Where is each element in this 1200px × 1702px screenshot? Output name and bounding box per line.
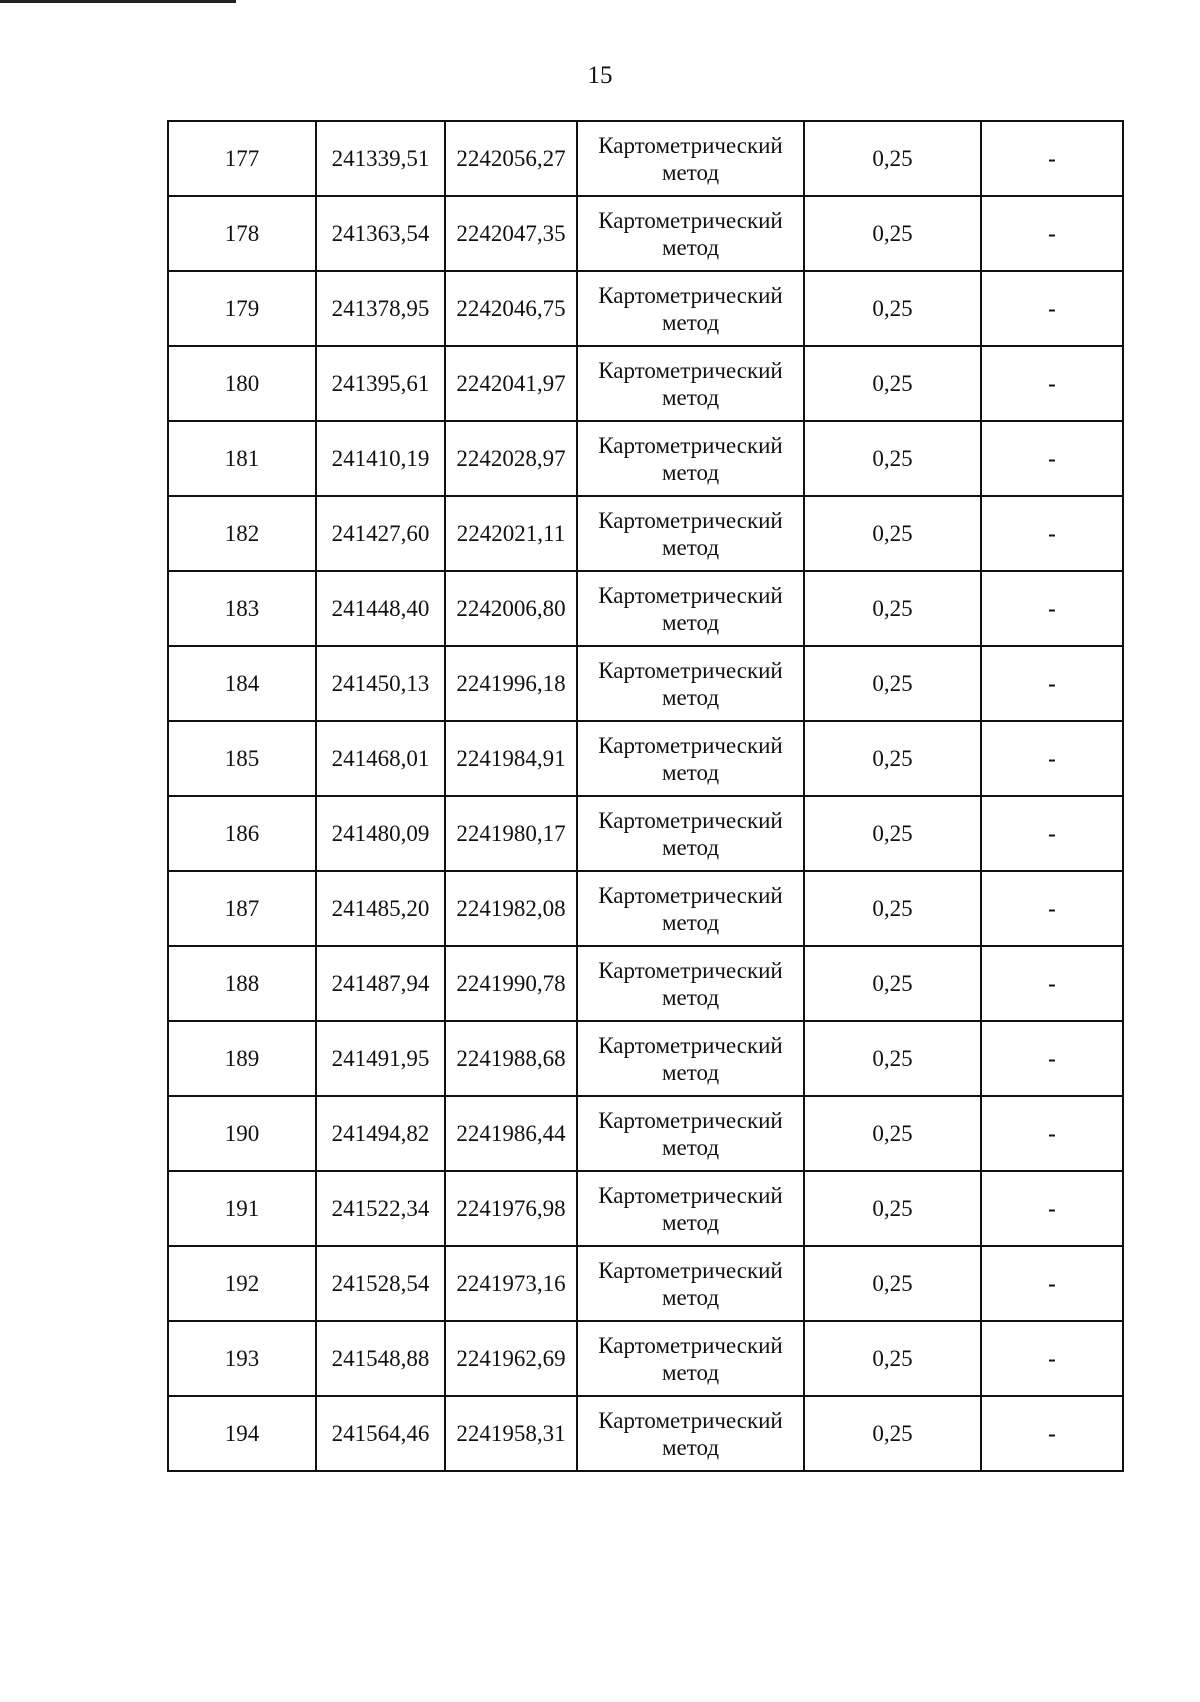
point-number-cell: 180	[168, 346, 316, 421]
method-line-1: Картометрический	[598, 432, 783, 458]
x-coordinate-cell: 241480,09	[316, 796, 445, 871]
method-line-2: метод	[661, 309, 720, 335]
note-cell: -	[981, 1021, 1123, 1096]
y-coordinate-cell: 2242021,11	[445, 496, 577, 571]
x-coordinate-cell: 241395,61	[316, 346, 445, 421]
method-line-2: метод	[661, 1434, 720, 1460]
note-cell: -	[981, 1171, 1123, 1246]
y-coordinate-cell: 2242046,75	[445, 271, 577, 346]
method-cell	[577, 196, 804, 271]
accuracy-cell: 0,25	[804, 1021, 981, 1096]
method-line-1: Картометрический	[598, 957, 783, 983]
table-row	[168, 1396, 1123, 1471]
point-number-cell: 183	[168, 571, 316, 646]
y-coordinate-cell: 2241958,31	[445, 1396, 577, 1471]
point-number-cell: 178	[168, 196, 316, 271]
point-number-cell: 182	[168, 496, 316, 571]
table-row	[168, 1321, 1123, 1396]
method-cell	[577, 1171, 804, 1246]
method-line-2: метод	[661, 534, 720, 560]
point-number-cell: 187	[168, 871, 316, 946]
method-line-2: метод	[661, 1284, 720, 1310]
x-coordinate-cell: 241339,51	[316, 121, 445, 196]
y-coordinate-cell: 2241996,18	[445, 646, 577, 721]
point-number-cell: 191	[168, 1171, 316, 1246]
accuracy-cell: 0,25	[804, 496, 981, 571]
coordinates-table-body	[168, 121, 1123, 1471]
table-row	[168, 421, 1123, 496]
method-cell	[577, 1021, 804, 1096]
accuracy-cell: 0,25	[804, 1171, 981, 1246]
method-line-1: Картометрический	[598, 1182, 783, 1208]
method-cell	[577, 571, 804, 646]
x-coordinate-cell: 241378,95	[316, 271, 445, 346]
x-coordinate-cell: 241485,20	[316, 871, 445, 946]
method-line-2: метод	[661, 159, 720, 185]
accuracy-cell: 0,25	[804, 571, 981, 646]
y-coordinate-cell: 2241973,16	[445, 1246, 577, 1321]
table-row	[168, 946, 1123, 1021]
accuracy-cell: 0,25	[804, 1096, 981, 1171]
method-line-1: Картометрический	[598, 132, 783, 158]
point-number-cell: 177	[168, 121, 316, 196]
method-line-2: метод	[661, 609, 720, 635]
method-line-1: Картометрический	[598, 732, 783, 758]
accuracy-cell: 0,25	[804, 1246, 981, 1321]
method-line-2: метод	[661, 1059, 720, 1085]
accuracy-cell: 0,25	[804, 346, 981, 421]
note-cell: -	[981, 646, 1123, 721]
y-coordinate-cell: 2241990,78	[445, 946, 577, 1021]
coordinates-table	[167, 120, 1124, 1472]
x-coordinate-cell: 241494,82	[316, 1096, 445, 1171]
y-coordinate-cell: 2241986,44	[445, 1096, 577, 1171]
point-number-cell: 194	[168, 1396, 316, 1471]
point-number-cell: 184	[168, 646, 316, 721]
method-line-2: метод	[661, 1209, 720, 1235]
accuracy-cell: 0,25	[804, 1396, 981, 1471]
x-coordinate-cell: 241363,54	[316, 196, 445, 271]
y-coordinate-cell: 2242047,35	[445, 196, 577, 271]
method-line-1: Картометрический	[598, 282, 783, 308]
note-cell: -	[981, 1246, 1123, 1321]
note-cell: -	[981, 796, 1123, 871]
method-line-2: метод	[661, 834, 720, 860]
table-row	[168, 496, 1123, 571]
x-coordinate-cell: 241564,46	[316, 1396, 445, 1471]
y-coordinate-cell: 2241982,08	[445, 871, 577, 946]
page-number: 15	[587, 62, 613, 89]
note-cell: -	[981, 1396, 1123, 1471]
accuracy-cell: 0,25	[804, 946, 981, 1021]
method-cell	[577, 946, 804, 1021]
method-cell	[577, 1321, 804, 1396]
note-cell: -	[981, 271, 1123, 346]
method-line-1: Картометрический	[598, 657, 783, 683]
method-cell	[577, 796, 804, 871]
accuracy-cell: 0,25	[804, 121, 981, 196]
method-line-2: метод	[661, 759, 720, 785]
method-cell	[577, 496, 804, 571]
x-coordinate-cell: 241528,54	[316, 1246, 445, 1321]
point-number-cell: 192	[168, 1246, 316, 1321]
method-line-2: метод	[661, 234, 720, 260]
method-line-1: Картометрический	[598, 1332, 783, 1358]
accuracy-cell: 0,25	[804, 871, 981, 946]
x-coordinate-cell: 241410,19	[316, 421, 445, 496]
note-cell: -	[981, 721, 1123, 796]
table-row	[168, 1096, 1123, 1171]
y-coordinate-cell: 2242028,97	[445, 421, 577, 496]
method-line-1: Картометрический	[598, 1407, 783, 1433]
note-cell: -	[981, 196, 1123, 271]
note-cell: -	[981, 946, 1123, 1021]
point-number-cell: 193	[168, 1321, 316, 1396]
method-cell	[577, 271, 804, 346]
x-coordinate-cell: 241450,13	[316, 646, 445, 721]
table-row	[168, 646, 1123, 721]
method-line-1: Картометрический	[598, 1107, 783, 1133]
note-cell: -	[981, 871, 1123, 946]
x-coordinate-cell: 241491,95	[316, 1021, 445, 1096]
table-row	[168, 1246, 1123, 1321]
x-coordinate-cell: 241468,01	[316, 721, 445, 796]
accuracy-cell: 0,25	[804, 721, 981, 796]
table-row	[168, 796, 1123, 871]
accuracy-cell: 0,25	[804, 1321, 981, 1396]
method-line-1: Картометрический	[598, 882, 783, 908]
method-line-1: Картометрический	[598, 807, 783, 833]
method-cell	[577, 1096, 804, 1171]
scan-edge-line	[0, 0, 236, 3]
y-coordinate-cell: 2242041,97	[445, 346, 577, 421]
note-cell: -	[981, 346, 1123, 421]
note-cell: -	[981, 1321, 1123, 1396]
table-row	[168, 571, 1123, 646]
x-coordinate-cell: 241487,94	[316, 946, 445, 1021]
accuracy-cell: 0,25	[804, 421, 981, 496]
method-line-2: метод	[661, 1359, 720, 1385]
method-cell	[577, 1246, 804, 1321]
point-number-cell: 186	[168, 796, 316, 871]
method-line-1: Картометрический	[598, 1032, 783, 1058]
accuracy-cell: 0,25	[804, 646, 981, 721]
table-row	[168, 271, 1123, 346]
table-row	[168, 1021, 1123, 1096]
x-coordinate-cell: 241548,88	[316, 1321, 445, 1396]
table-row	[168, 1171, 1123, 1246]
table-row	[168, 346, 1123, 421]
accuracy-cell: 0,25	[804, 796, 981, 871]
method-line-2: метод	[661, 459, 720, 485]
method-cell	[577, 721, 804, 796]
point-number-cell: 179	[168, 271, 316, 346]
method-line-2: метод	[661, 984, 720, 1010]
point-number-cell: 190	[168, 1096, 316, 1171]
point-number-cell: 188	[168, 946, 316, 1021]
table-row	[168, 121, 1123, 196]
note-cell: -	[981, 571, 1123, 646]
y-coordinate-cell: 2241962,69	[445, 1321, 577, 1396]
x-coordinate-cell: 241427,60	[316, 496, 445, 571]
table-row	[168, 871, 1123, 946]
method-line-1: Картометрический	[598, 507, 783, 533]
point-number-cell: 189	[168, 1021, 316, 1096]
table-row	[168, 196, 1123, 271]
accuracy-cell: 0,25	[804, 271, 981, 346]
note-cell: -	[981, 496, 1123, 571]
accuracy-cell: 0,25	[804, 196, 981, 271]
point-number-cell: 181	[168, 421, 316, 496]
y-coordinate-cell: 2241984,91	[445, 721, 577, 796]
point-number-cell: 185	[168, 721, 316, 796]
y-coordinate-cell: 2242056,27	[445, 121, 577, 196]
y-coordinate-cell: 2241976,98	[445, 1171, 577, 1246]
method-cell	[577, 1396, 804, 1471]
method-line-1: Картометрический	[598, 582, 783, 608]
y-coordinate-cell: 2242006,80	[445, 571, 577, 646]
y-coordinate-cell: 2241988,68	[445, 1021, 577, 1096]
method-cell	[577, 646, 804, 721]
method-line-2: метод	[661, 1134, 720, 1160]
method-cell	[577, 121, 804, 196]
x-coordinate-cell: 241522,34	[316, 1171, 445, 1246]
method-cell	[577, 421, 804, 496]
method-line-1: Картометрический	[598, 207, 783, 233]
note-cell: -	[981, 1096, 1123, 1171]
method-cell	[577, 346, 804, 421]
method-line-2: метод	[661, 909, 720, 935]
method-line-2: метод	[661, 684, 720, 710]
x-coordinate-cell: 241448,40	[316, 571, 445, 646]
y-coordinate-cell: 2241980,17	[445, 796, 577, 871]
note-cell: -	[981, 421, 1123, 496]
method-line-2: метод	[661, 384, 720, 410]
method-line-1: Картометрический	[598, 357, 783, 383]
method-line-1: Картометрический	[598, 1257, 783, 1283]
table-row	[168, 721, 1123, 796]
note-cell: -	[981, 121, 1123, 196]
method-cell	[577, 871, 804, 946]
